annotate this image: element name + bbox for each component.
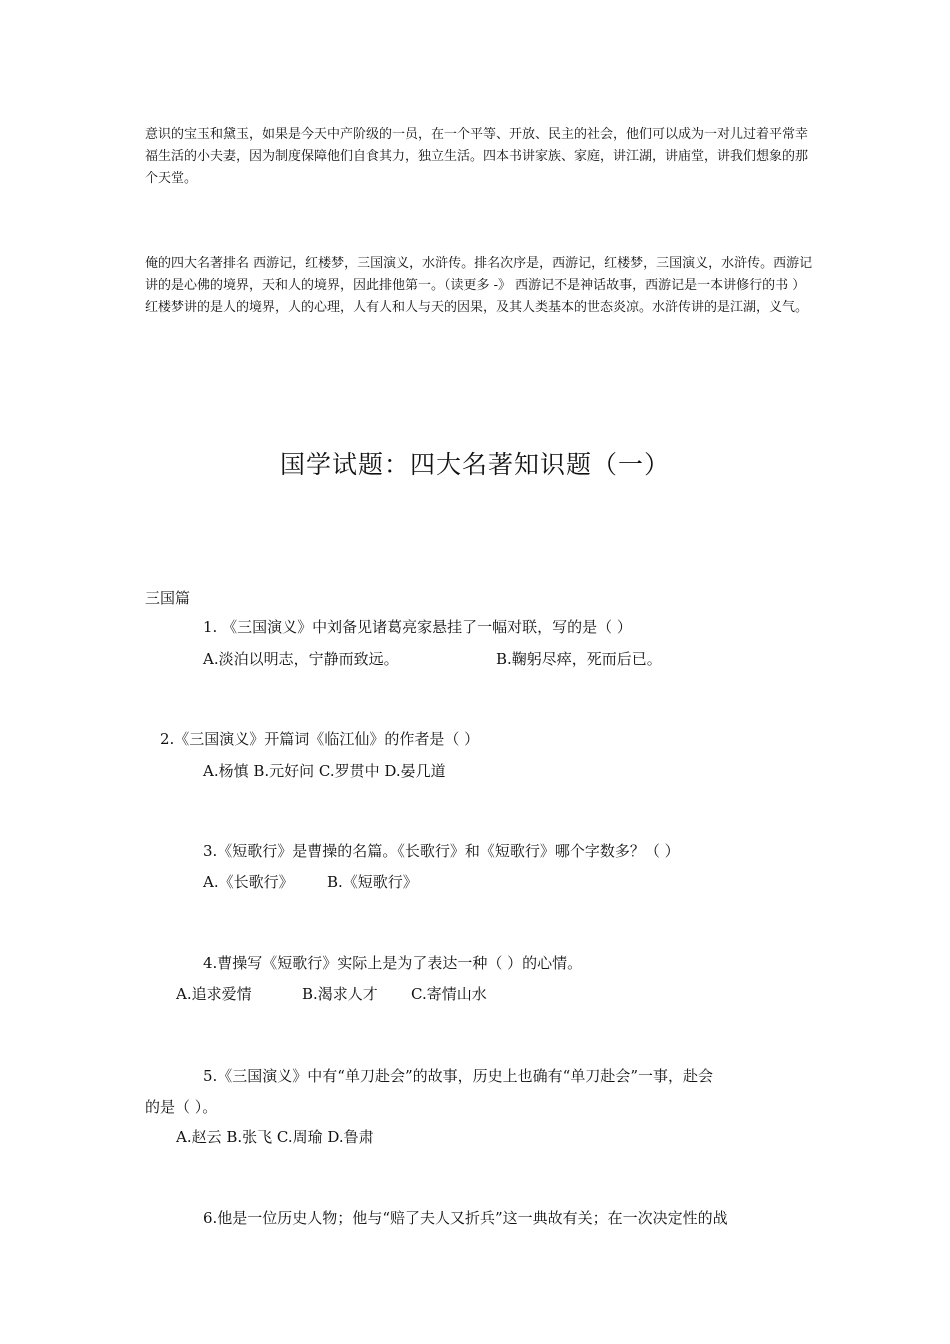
question-5: 5.《三国演义》中有“单刀赴会”的故事，历史上也确有“单刀赴会”一事，赴会 <box>203 1067 713 1085</box>
intro-paragraph-1: 意识的宝玉和黛玉，如果是今天中产阶级的一员，在一个平等、开放、民主的社会，他们可以成为一对儿过着平常幸福生活的小夫妻，因为制度保障他们自食其力，独立生活。四本书讲家族、家庭，讲江湖，讲庙堂，讲我们想象的那个天堂。 <box>145 127 809 186</box>
question-3-option-b: B.《短歌行》 <box>327 873 418 891</box>
question-6: 6.他是一位历史人物；他与“赔了夫人又折兵”这一典故有关；在一次决定性的战 <box>203 1209 728 1227</box>
question-2: 2.《三国演义》开篇词《临江仙》的作者是（ ） <box>160 730 480 748</box>
question-5-continued: 的是（ ）。 <box>145 1098 218 1116</box>
question-5-options: A.赵云 B.张飞 C.周瑜 D.鲁肃 <box>176 1128 374 1146</box>
question-2-options: A.杨慎 B.元好问 C.罗贯中 D.晏几道 <box>203 762 446 780</box>
question-1: 1. 《三国演义》中刘备见诸葛亮家悬挂了一幅对联，写的是（ ） <box>203 618 632 636</box>
question-4-option-c: C.寄情山水 <box>411 985 487 1003</box>
question-3: 3.《短歌行》是曹操的名篇。《长歌行》和《短歌行》哪个字数多？（ ） <box>203 842 680 860</box>
question-4-option-a: A.追求爱情 <box>176 985 252 1003</box>
question-1-option-a: A.淡泊以明志，宁静而致远。 <box>203 650 399 668</box>
section-heading: 三国篇 <box>145 589 191 607</box>
page-title: 国学试题：四大名著知识题（一） <box>279 450 670 479</box>
question-4: 4.曹操写《短歌行》实际上是为了表达一种（ ）的心情。 <box>203 954 583 972</box>
intro-paragraph-2: 俺的四大名著排名 西游记，红楼梦，三国演义，水浒传。排名次序是，西游记，红楼梦，三国演义，水浒传。西游记讲的是心佛的境界，天和人的境界，因此排他第一。（读更多 -》 西游记不是神话故事，西游记是一本讲修行的书 ）红楼梦讲的是人的境界，人的心理，人有人和人与天的因果，及其人类基本的世态炎凉。水浒传讲的是江湖，义气。 <box>145 256 813 315</box>
question-3-option-a: A.《长歌行》 <box>203 873 294 891</box>
question-1-option-b: B.鞠躬尽瘁，死而后已。 <box>496 650 662 668</box>
question-4-option-b: B.渴求人才 <box>302 985 378 1003</box>
